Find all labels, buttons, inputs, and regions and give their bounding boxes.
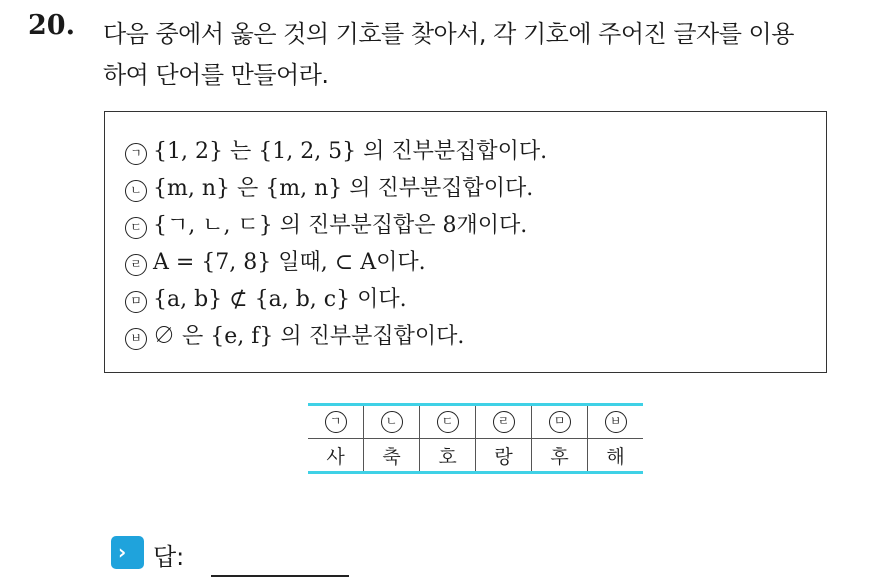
answer-label: 답: bbox=[153, 543, 185, 571]
answer-blank[interactable] bbox=[211, 575, 349, 577]
question-text-line-1: 다음 중에서 옳은 것의 기호를 찾아서, 각 기호에 주어진 글자를 이용 bbox=[103, 20, 794, 48]
statement-3 bbox=[125, 208, 527, 239]
statement-text: {a, b} ⊄ {a, b, c} 이다. bbox=[153, 287, 407, 312]
statement-1 bbox=[125, 134, 547, 165]
statement-text: {m, n} 은 {m, n} 의 진부분집합이다. bbox=[153, 176, 534, 201]
circled-marker: ㅁ bbox=[125, 291, 147, 313]
table-cell: 랑 bbox=[476, 439, 532, 473]
circled-marker: ㅂ bbox=[605, 411, 627, 433]
circled-marker: ㅁ bbox=[549, 411, 571, 433]
circled-marker: ㄱ bbox=[125, 143, 147, 165]
statement-4 bbox=[125, 245, 426, 276]
letter-table bbox=[308, 403, 643, 474]
circled-marker: ㅂ bbox=[125, 328, 147, 350]
circled-marker: ㄴ bbox=[125, 180, 147, 202]
table-row-markers bbox=[308, 405, 643, 439]
chevron-right-icon: › bbox=[111, 536, 144, 569]
statement-text: ∅ 은 {e, f} 의 진부분집합이다. bbox=[153, 324, 465, 349]
circled-marker: ㄷ bbox=[437, 411, 459, 433]
table-cell: 호 bbox=[420, 439, 476, 473]
statement-6 bbox=[125, 319, 464, 350]
table-cell: 후 bbox=[532, 439, 588, 473]
circled-marker: ㄱ bbox=[325, 411, 347, 433]
circled-marker: ㄴ bbox=[381, 411, 403, 433]
statement-text: {ㄱ, ㄴ, ㄷ} 의 진부분집합은 8개이다. bbox=[153, 213, 528, 238]
statement-5 bbox=[125, 282, 407, 313]
statement-text: A = {7, 8} 일때, ⊂ A이다. bbox=[153, 250, 426, 275]
question-number: 20. bbox=[28, 10, 75, 41]
question-text-line-2: 하여 단어를 만들어라. bbox=[103, 61, 329, 89]
statements-box bbox=[104, 111, 827, 373]
table-cell: 해 bbox=[588, 439, 644, 473]
table-cell bbox=[588, 405, 644, 439]
circled-marker: ㄹ bbox=[125, 254, 147, 276]
table-cell bbox=[476, 405, 532, 439]
table-cell: 축 bbox=[364, 439, 420, 473]
table-cell: 사 bbox=[308, 439, 364, 473]
statement-2 bbox=[125, 171, 533, 202]
table-cell bbox=[532, 405, 588, 439]
table-cell bbox=[308, 405, 364, 439]
circled-marker: ㄷ bbox=[125, 217, 147, 239]
table-cell bbox=[420, 405, 476, 439]
statement-text: {1, 2} 는 {1, 2, 5} 의 진부분집합이다. bbox=[153, 139, 548, 164]
table-row-letters bbox=[308, 439, 643, 473]
circled-marker: ㄹ bbox=[493, 411, 515, 433]
table-cell bbox=[364, 405, 420, 439]
